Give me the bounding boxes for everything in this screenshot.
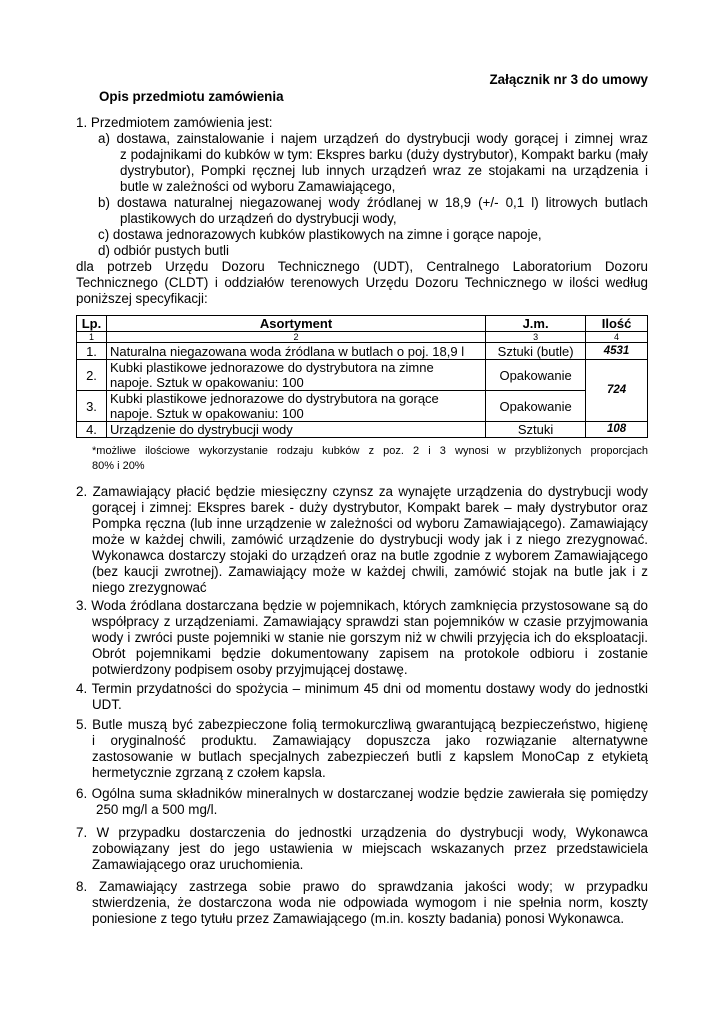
table-footnote: *możliwe ilościowe wykorzystanie rodzaju kubków z poz. 2 i 3 wynosi w przybliżonych proporcjach bbox=[92, 445, 648, 457]
section-1-tail: poniższej specyfikacji: bbox=[76, 291, 208, 306]
row-lp: 1. bbox=[77, 343, 107, 360]
item-a-line: a) dostawa, zainstalowanie i najem urządzeń do dystrybucji wody gorącej i zimnej wraz bbox=[98, 131, 648, 146]
row-item: Naturalna niegazowana woda źródlana w butlach o poj. 18,9 l bbox=[106, 343, 485, 360]
row-item-line: napoje. Sztuk w opakowaniu: 100 bbox=[109, 406, 304, 421]
section-1-intro: 1. Przedmiotem zamówienia jest: bbox=[76, 115, 273, 130]
row-item: Urządzenie do dystrybucji wody bbox=[106, 422, 485, 438]
row-item-line: Kubki plastikowe jednorazowe do dystrybutora na zimne bbox=[109, 360, 434, 375]
section-1-tail: dla potrzeb Urzędu Dozoru Technicznego (UDT), Centralnego Laboratorium Dozoru bbox=[76, 259, 648, 274]
paragraph-line: niego zrezygnować bbox=[92, 580, 207, 595]
paragraph-line: Wykonawca dostarczy stojaki do urządzeń oraz na butle zgodnie z wyborem Zamawiającego bbox=[92, 548, 648, 563]
item-a-line: z podajnikami do kubków w tym: Ekspres barku (duży dystrybutor), Kompakt barku (mały bbox=[120, 147, 648, 162]
paragraph-line: 3. Woda źródlana dostarczana będzie w pojemnikach, których zamknięcia przystosowane są do bbox=[76, 598, 648, 613]
index-cell: 4 bbox=[586, 332, 648, 343]
paragraph-line: Obrót pojemnikami będzie dokumentowany zapisem na protokole odbioru i zostanie bbox=[92, 646, 648, 661]
row-quantity: 724 bbox=[586, 360, 648, 422]
paragraph-line: 4. Termin przydatności do spożycia – minimum 45 dni od momentu dostawy wody do jednostki bbox=[76, 681, 648, 696]
item-a-line: dystrybutor), Pompki ręcznej lub innych urządzeń wraz ze stojakami na urządzenia i bbox=[120, 163, 648, 178]
item-d: d) odbiór pustych butli bbox=[98, 243, 230, 258]
paragraph-line: współpracy z urządzeniami. Zamawiający sprawdzi stan pojemników w czasie przyjmowania bbox=[92, 614, 648, 629]
paragraph-line: wody i zwróci puste pojemniki w stanie nie gorszym niż w chwili przyjęcia ich do eksploatacji. bbox=[92, 630, 648, 645]
paragraph-line: UDT. bbox=[92, 697, 122, 712]
index-cell: 3 bbox=[486, 332, 586, 343]
table-header-row bbox=[77, 316, 648, 332]
row-lp: 3. bbox=[77, 391, 107, 422]
row-lp: 4. bbox=[77, 422, 107, 438]
paragraph-line: 5. Butle muszą być zabezpieczone folią termokurczliwą gwarantującą bezpieczeństwo, higienę bbox=[76, 717, 648, 732]
row-unit: Opakowanie bbox=[486, 391, 586, 422]
paragraph-line: (bez kaucji zwrotnej). Zamawiający może w każdej chwili, zamówić stojak na butle jak i z bbox=[92, 564, 648, 579]
item-b-line: plastikowych do urządzeń do dystrybucji wody, bbox=[120, 211, 397, 226]
paragraph-line: poniesione z tego tytułu przez Zamawiającego (m.in. koszty badania) ponosi Wykonawca. bbox=[92, 911, 625, 926]
paragraph-line: zastosowanie w butlach specjalnych zabezpieczeń butli z kapslem MonoCap z etykietą bbox=[92, 749, 648, 764]
index-cell: 1 bbox=[77, 332, 107, 343]
row-unit: Sztuki bbox=[486, 422, 586, 438]
row-item bbox=[106, 360, 485, 391]
section-1-tail: Technicznego (CLDT) i oddziałów terenowych Urzędu Dozoru Technicznego w ilości według bbox=[76, 275, 648, 290]
row-item bbox=[106, 391, 485, 422]
paragraph-line: hermetycznie zgrzaną z czołem kapsla. bbox=[92, 765, 326, 780]
paragraph-line: stwierdzenia, że dostarczona woda nie odpowiada wymogom i nie spełnia norm, koszty bbox=[92, 895, 648, 910]
paragraph-line: 7. W przypadku dostarczenia do jednostki urządzenia do dystrybucji wody, Wykonawca bbox=[76, 825, 648, 840]
specification-table bbox=[76, 315, 648, 438]
paragraph-line: może w każdej chwili, zamówić urządzenie do dystrybucji wody jak i z niego zrezygnować. bbox=[92, 532, 648, 547]
item-a-line: butle w zależności od wyboru Zamawiającego, bbox=[120, 179, 396, 194]
table-index-row bbox=[77, 332, 648, 343]
row-item-line: napoje. Sztuk w opakowaniu: 100 bbox=[109, 375, 304, 390]
header-unit: J.m. bbox=[486, 316, 586, 332]
header-lp: Lp. bbox=[77, 316, 107, 332]
paragraph-line: gorącej i zimnej: Ekspres barek - duży dystrybutor, Kompakt barek – mały dystrybutor oraz bbox=[92, 500, 648, 515]
paragraph-line: i oryginalność produktu. Zamawiający dopuszcza jako rozwiązanie alternatywne bbox=[92, 733, 648, 748]
document-title: Opis przedmiotu zamówienia bbox=[99, 89, 284, 104]
paragraph-line: Pompka ręczna (lub inne urządzenie w zależności od wyboru Zamawiającego). Zamawiający bbox=[92, 516, 648, 531]
header-assortment: Asortyment bbox=[106, 316, 485, 332]
paragraph-line: 2. Zamawiający płacić będzie miesięczny czynsz za wynajęte urządzenia do dystrybucji wody bbox=[76, 484, 648, 499]
row-lp: 2. bbox=[77, 360, 107, 391]
row-unit: Opakowanie bbox=[486, 360, 586, 391]
table-row bbox=[77, 391, 648, 422]
paragraph-line: 6. Ogólna suma składników mineralnych w dostarczanej wodzie będzie zawierała się pomiędzy bbox=[76, 786, 648, 801]
row-quantity: 108 bbox=[586, 422, 648, 438]
paragraph-line: 8. Zamawiający zastrzega sobie prawo do sprawdzania jakości wody; w przypadku bbox=[76, 879, 648, 894]
paragraph-line: Zamawiającego oraz uruchomienia. bbox=[92, 857, 304, 872]
paragraph-line: potwierdzony podpisem osoby przyjmującej dostawę. bbox=[92, 662, 408, 677]
item-b-line: b) dostawa naturalnej niegazowanej wody źródlanej w 18,9 (+/- 0,1 l) litrowych butlach bbox=[98, 195, 648, 210]
row-quantity: 4531 bbox=[586, 343, 648, 360]
annex-label: Załącznik nr 3 do umowy bbox=[489, 72, 648, 87]
table-footnote: 80% i 20% bbox=[92, 460, 145, 472]
index-cell: 2 bbox=[106, 332, 485, 343]
row-item-line: Kubki plastikowe jednorazowe do dystrybutora na gorące bbox=[109, 391, 439, 406]
row-unit: Sztuki (butle) bbox=[486, 343, 586, 360]
header-quantity: Ilość bbox=[586, 316, 648, 332]
paragraph-line: zobowiązany jest do jego ustawienia w miejscach wskazanych przez przedstawiciela bbox=[92, 841, 648, 856]
paragraph-line: 250 mg/l a 500 mg/l. bbox=[96, 802, 218, 817]
table-row bbox=[77, 343, 648, 360]
table-row bbox=[77, 422, 648, 438]
item-c: c) dostawa jednorazowych kubków plastikowych na zimne i gorące napoje, bbox=[98, 227, 542, 242]
table-row bbox=[77, 360, 648, 391]
